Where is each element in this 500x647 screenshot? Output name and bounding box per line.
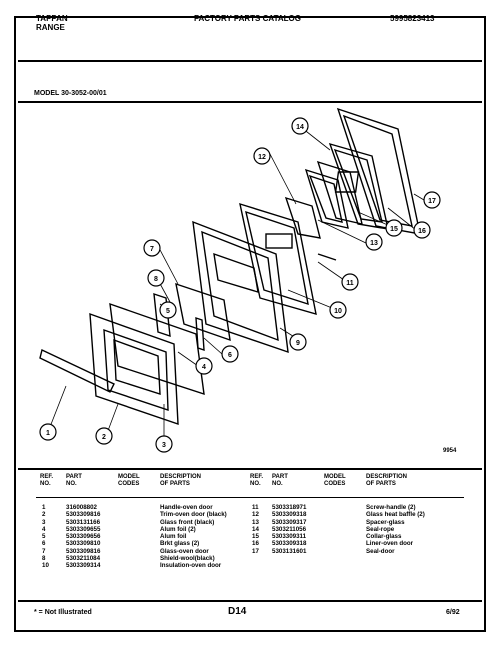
header-rule [18,60,482,62]
header-desc-left: DESCRIPTION OF PARTS [160,474,202,487]
table-cell: 17 [252,547,259,555]
table-cell: 5303309314 [66,562,101,570]
catalog-number: 5995823413 [390,14,435,23]
part-2-trim [90,314,178,424]
part-10-inner-panel [240,204,316,314]
exploded-parts-diagram [18,104,482,464]
table-cell: 2 [42,511,46,519]
brand-product: RANGE [36,23,65,32]
table-cell: Spacer-glass [366,518,405,526]
table-cell: Seal-rope [366,525,395,533]
figure-number: 9954 [443,448,457,454]
table-cell: 5303211084 [66,555,101,563]
table-cell: Handle-oven door [160,504,213,511]
table-cell: 6 [42,540,46,548]
header-part-left: PART NO. [66,474,82,487]
callout-3: 3 [162,442,166,449]
page-number: D14 [228,606,247,617]
brand-name: TAPPAN [36,14,68,23]
table-cell: 16 [252,540,259,548]
brand-block [36,14,68,32]
table-cell: 5303309655 [66,525,101,533]
callout-2: 2 [102,434,106,441]
table-cell: 11 [252,504,259,511]
table-cell: 15 [252,533,259,541]
table-cell: Brkt glass (2) [160,540,200,548]
table-cell: 5303309318 [272,511,307,519]
table-cell: 14 [252,525,259,533]
table-cell: 5303309317 [272,518,307,526]
part-13-spacer [286,198,320,238]
callout-7: 7 [150,246,154,253]
table-cell: 12 [252,511,259,519]
table-cell: Insulation-oven door [160,562,222,570]
table-cell: Collar-glass [366,533,402,541]
table-cell: 5303309810 [66,540,101,548]
table-cell: 5303211056 [272,525,307,533]
header-model-right: MODEL CODES [324,474,346,487]
table-cell: 7 [42,547,46,555]
table-cell: 5303131166 [66,518,101,526]
col-part-right [272,504,306,555]
header-part-right: PART NO. [272,474,288,487]
table-cell: 5303131601 [272,547,307,555]
callout-5: 5 [166,308,170,315]
callout-13: 13 [370,240,378,247]
catalog-title: FACTORY PARTS CATALOG [194,14,301,23]
table-cell: Screw-handle (2) [366,504,416,511]
callout-8: 8 [154,276,158,283]
table-cell: Shield-wool(black) [160,555,215,563]
col-ref-left [42,504,49,570]
callout-12: 12 [258,154,266,161]
table-cell: 5303309656 [66,533,101,541]
table-cell: 13 [252,518,259,526]
table-cell: Glass heat baffle (2) [366,511,425,519]
table-cell: 5303309816 [66,511,101,519]
table-cell: 1 [42,504,46,511]
footer-rule [18,600,482,602]
table-cell: Alum foil [160,533,187,541]
col-desc-right [366,504,425,555]
header-desc-right: DESCRIPTION OF PARTS [366,474,408,487]
model-rule [18,101,482,103]
table-cell: Liner-oven door [366,540,414,548]
table-cell: 8 [42,555,46,563]
col-part-left [66,504,100,570]
header-model-left: MODEL CODES [118,474,140,487]
callout-4: 4 [202,364,206,371]
callout-15: 15 [390,226,398,233]
part-1-handle [40,350,114,392]
col-desc-left [160,504,227,570]
table-cell: Trim-oven door (black) [160,511,227,519]
model-number: MODEL 30-3052-00/01 [34,90,107,97]
table-cell: 3 [42,518,46,526]
table-cell: 5303318971 [272,504,307,511]
callout-16: 16 [418,228,426,235]
revision-date: 6/92 [446,609,460,616]
col-ref-right [252,504,259,555]
table-cell: 316008802 [66,504,97,511]
table-cell: 4 [42,525,46,533]
callout-11: 11 [346,280,354,287]
table-cell: Glass-oven door [160,547,209,555]
table-cell: Alum foil (2) [160,525,196,533]
callout-14: 14 [296,124,304,131]
table-header-rule [36,497,464,498]
header-ref-left: REF. NO. [40,474,54,487]
header-ref-right: REF. NO. [250,474,264,487]
callout-17: 17 [428,198,436,205]
callout-6: 6 [228,352,232,359]
callout-10: 10 [334,308,342,315]
callout-1: 1 [46,430,50,437]
table-cell: Glass front (black) [160,518,215,526]
not-illustrated-note: * = Not Illustrated [34,609,92,616]
table-top-rule [18,468,482,470]
table-cell: 5 [42,533,46,541]
table-cell: Seal-door [366,547,395,555]
table-cell: 5303309318 [272,540,307,548]
table-cell: 5303309816 [66,547,101,555]
table-cell: 5303309311 [272,533,307,541]
table-cell: 10 [42,562,49,570]
callout-9: 9 [296,340,300,347]
